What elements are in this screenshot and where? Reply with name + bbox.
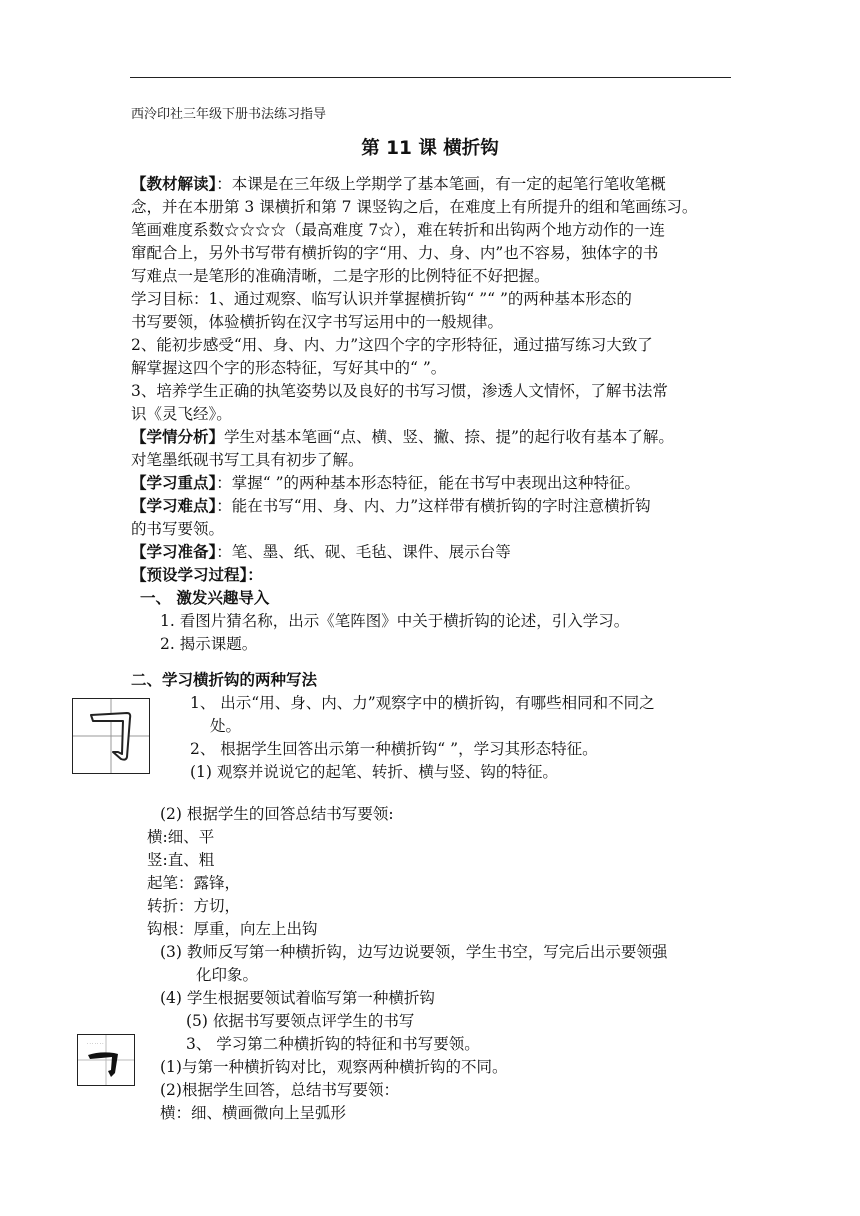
section2-sub1: (1) 观察并说说它的起笔、转折、横与竖、钩的特征。 (190, 763, 558, 781)
goal-line-2: 书写要领，体验横折钩在汉字书写运用中的一般规律。 (131, 313, 504, 331)
goal-line-4: 解掌握这四个字的形态特征，写好其中的“ ”。 (131, 359, 447, 377)
svg-text:· · · · · · ·: · · · · · · · (87, 1041, 104, 1046)
section2-item1-a: 1、 出示“用、身、内、力”观察字中的横折钩，有哪些相同和不同之 (190, 694, 655, 712)
section2-sub5: (5) 依据书写要领点评学生的书写 (186, 1012, 415, 1030)
prep-label: 【学习准备】 (131, 543, 217, 561)
point-3: 起笔：露锋， (147, 874, 241, 892)
section2-sub2: (2) 根据学生的回答总结书写要领: (160, 805, 394, 823)
section2-heading: 二、学习横折钩的两种写法 (131, 671, 318, 689)
section2-p2: (2)根据学生回答，总结书写要领： (160, 1081, 399, 1099)
intro-line-1: 【教材解读】：本课是在三年级上学期学了基本笔画，有一定的起笔行笔收笔概 (131, 175, 666, 193)
intro-line-2: 念，并在本册第 3 课横折和第 7 课竖钩之后，在难度上有所提升的组和笔画练习。 (131, 198, 698, 216)
section2-item1-b: 处。 (210, 717, 242, 735)
header-note: 西泠印社三年级下册书法练习指导 (131, 107, 327, 122)
analysis-line-2: 对笔墨纸砚书写工具有初步了解。 (131, 451, 364, 469)
section2-p1: (1)与第一种横折钩对比，观察两种横折钩的不同。 (160, 1058, 508, 1076)
goal-line-5: 3、培养学生正确的执笔姿势以及良好的书写习惯，渗透人文情怀，了解书法常 (131, 382, 668, 400)
goal-line-1: 学习目标：1、通过观察、临写认识并掌握横折钩“ ”“ ”的两种基本形态的 (131, 290, 632, 308)
goal-line-3: 2、能初步感受“用、身、内、力”这四个字的字形特征，通过描写练习大致了 (131, 336, 653, 354)
intro-line-3: 笔画难度系数☆☆☆☆（最高难度 7☆），难在转折和出钩两个地方动作的一连 (131, 221, 666, 239)
analysis-label: 【学情分析】 (131, 428, 225, 446)
prep-line: 【学习准备】：笔、墨、纸、砚、毛毡、课件、展示台等 (131, 543, 511, 561)
process-label: 【预设学习过程】： (131, 566, 263, 584)
point-4: 转折：方切， (147, 897, 241, 915)
goal-line-6: 识《灵飞经》。 (131, 405, 232, 423)
intro-line-4: 窜配合上，另外书写带有横折钩的字“用、力、身、内”也不容易，独体字的书 (131, 244, 659, 262)
section2-p3: 横：细、横画微向上呈弧形 (160, 1104, 347, 1122)
point-5: 钩根：厚重，向左上出钩 (147, 920, 318, 938)
header-rule (130, 77, 731, 78)
intro-line-5: 写难点一是笔形的准确清晰，二是字形的比例特征不好把握。 (131, 267, 550, 285)
focus-label: 【学习重点】 (131, 474, 217, 492)
stroke-sample-image-2 (77, 1034, 135, 1086)
section1-item-1: 1. 看图片猜名称，出示《笔阵图》中关于横折钩的论述，引入学习。 (160, 612, 630, 630)
hengzhegou-brush-icon (78, 1035, 134, 1085)
difficulty-line-1: 【学习难点】：能在书写“用、身、内、力”这样带有横折钩的字时注意横折钩 (131, 497, 651, 515)
page-title: 第 11 课 横折钩 (361, 138, 499, 159)
section2-sub3-b: 化印象。 (196, 966, 259, 984)
hengzhegou-brush-icon (73, 699, 149, 773)
section1-heading: 一、 激发兴趣导入 (140, 589, 270, 607)
analysis-line-1: 【学情分析】学生对基本笔画“点、横、竖、撇、捺、提”的起行收有基本了解。 (131, 428, 674, 446)
point-1: 横:细、平 (147, 828, 215, 846)
intro-label: 【教材解读】 (131, 175, 217, 193)
point-2: 竖:直、粗 (147, 851, 215, 869)
section2-sub4: (4) 学生根据要领试着临写第一种横折钩 (160, 989, 435, 1007)
stroke-sample-image-1 (72, 698, 150, 774)
section2-item2: 2、 根据学生回答出示第一种横折钩“ ”，学习其形态特征。 (190, 740, 598, 758)
difficulty-label: 【学习难点】 (131, 497, 217, 515)
focus-line: 【学习重点】：掌握“ ”的两种基本形态特征，能在书写中表现出这种特征。 (131, 474, 641, 492)
section2-item3: 3、 学习第二种横折钩的特征和书写要领。 (186, 1035, 480, 1053)
section2-sub3-a: (3) 教师反写第一种横折钩，边写边说要领，学生书空，写完后出示要领强 (160, 943, 668, 961)
difficulty-line-2: 的书写要领。 (131, 520, 225, 538)
section1-item-2: 2. 揭示课题。 (160, 635, 258, 653)
